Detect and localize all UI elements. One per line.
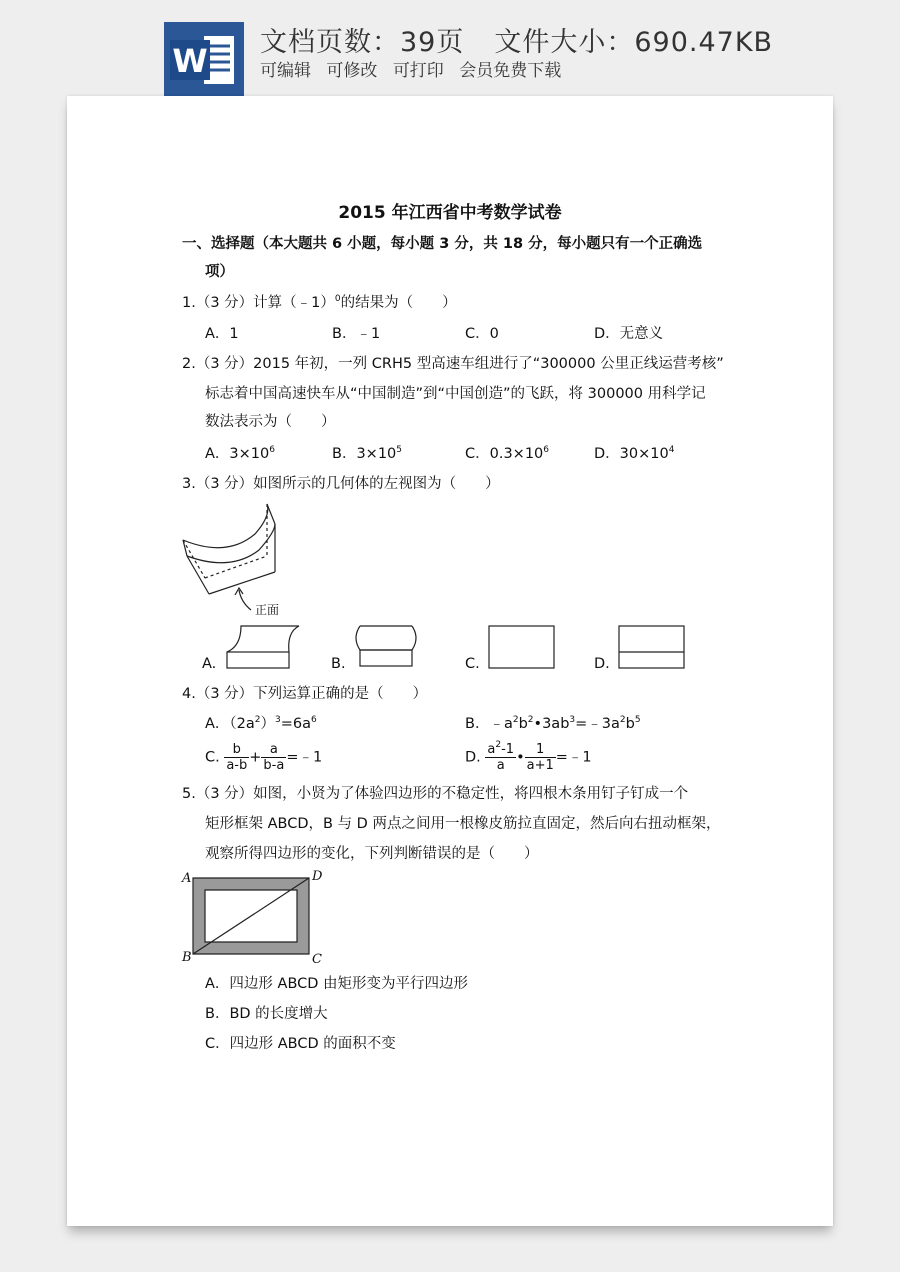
q3-option-a-figure [225,622,305,672]
section-heading-cont: 项） [205,264,234,280]
fraction: $\frac{b}{a-b}$ [226,742,248,773]
vertex-label-d: D [312,869,323,884]
q1-option-d: D．无意义 [594,326,664,342]
q2-option-d: D．$30\times 10^4$ [594,445,675,462]
q4-option-c: C. $\frac{b}{a-b}$ + $\frac{a}{b-a}$ =﹣1 [205,742,323,773]
vertex-label-b: B [182,950,192,965]
feature-modifiable: 可修改 [326,61,378,81]
file-size: 文件大小：690.47KB [494,27,774,58]
q1-option-a: A．1 [205,326,239,342]
page-count: 文档页数：39页 [260,27,465,58]
q3-option-b-figure [352,622,422,672]
q1-option-c: C．0 [465,326,499,342]
q3-option-a-label: A. [202,656,217,672]
front-view-label: 正面 [255,603,280,617]
question-5-line2: 矩形框架 ABCD，B 与 D 两点之间用一根橡皮筋拉直固定，然后向右扭动框架， [205,816,721,832]
vertex-label-c: C [312,952,322,967]
fraction: $\frac{a^2-1}{a}$ [487,740,515,773]
q3-option-d-figure [617,624,687,670]
section-heading: 一、选择题（本大题共 6 小题，每小题 3 分，共 18 分，每小题只有一个正确选 [182,236,703,252]
q3-option-b-label: B. [331,656,346,672]
question-3-stem: 3.（3 分）如图所示的几何体的左视图为（ ） [182,476,500,492]
question-2-line3: 数法表示为（ ） [205,414,336,430]
file-info-title [260,20,773,59]
document-page [67,96,833,1226]
feature-list [260,56,571,81]
question-2-line1: 2.（3 分）2015 年初，一列 CRH5 型高速车组进行了“300000 公里正线运营考核” [182,356,724,372]
fraction: $\frac{1}{a+1}$ [526,742,554,773]
q5-option-a: A．四边形 ABCD 由矩形变为平行四边形 [205,976,469,992]
question-2-line2: 标志着中国高速快车从“中国制造”到“中国创造”的飞跃，将 300000 用科学记 [205,386,706,402]
word-logo [164,22,244,96]
q2-option-b: B．$3\times 10^5$ [332,445,403,462]
question-4-stem: 4.（3 分）下列运算正确的是（ ） [182,686,428,702]
question-5-line3: 观察所得四边形的变化，下列判断错误的是（ ） [205,846,539,862]
feature-free-download: 会员免费下载 [459,61,562,81]
q2-option-a: A．$3\times 10^6$ [205,445,275,462]
feature-printable: 可打印 [392,61,444,81]
q3-option-c-label: C. [465,656,480,672]
q5-rectangle-frame-figure [177,868,327,968]
q5-option-c: C．四边形 ABCD 的面积不变 [205,1036,396,1052]
q2-option-c: C．$0.3\times 10^6$ [465,445,550,462]
document-title: 2015 年江西省中考数学试卷 [338,203,562,223]
question-5-line1: 5.（3 分）如图，小贤为了体验四边形的不稳定性，将四根木条用钉子钉成一个 [182,786,689,802]
q3-option-d-label: D. [594,656,610,672]
vertex-label-a: A [182,871,192,886]
feature-editable: 可编辑 [260,61,311,81]
fraction: $\frac{a}{b-a}$ [263,742,285,773]
word-icon [164,22,244,96]
q4-option-d: D. $\frac{a^2-1}{a}$ • $\frac{1}{a+1}$ =﹣1 [465,740,592,773]
q4-option-a: A．$(2a^2)^3=6a^6$ [205,715,317,732]
q5-option-b: B．BD 的长度增大 [205,1006,328,1022]
q4-option-b: B．$﹣a^2b^2•3ab^3=﹣3a^2b^5$ [465,715,641,732]
question-1-stem: 1.（3 分）计算（﹣1）$^0$的结果为（ ） [182,294,457,311]
q3-option-c-figure [487,624,557,670]
word-logo-letter: W [172,42,208,80]
q1-option-b: B．﹣1 [332,326,381,342]
